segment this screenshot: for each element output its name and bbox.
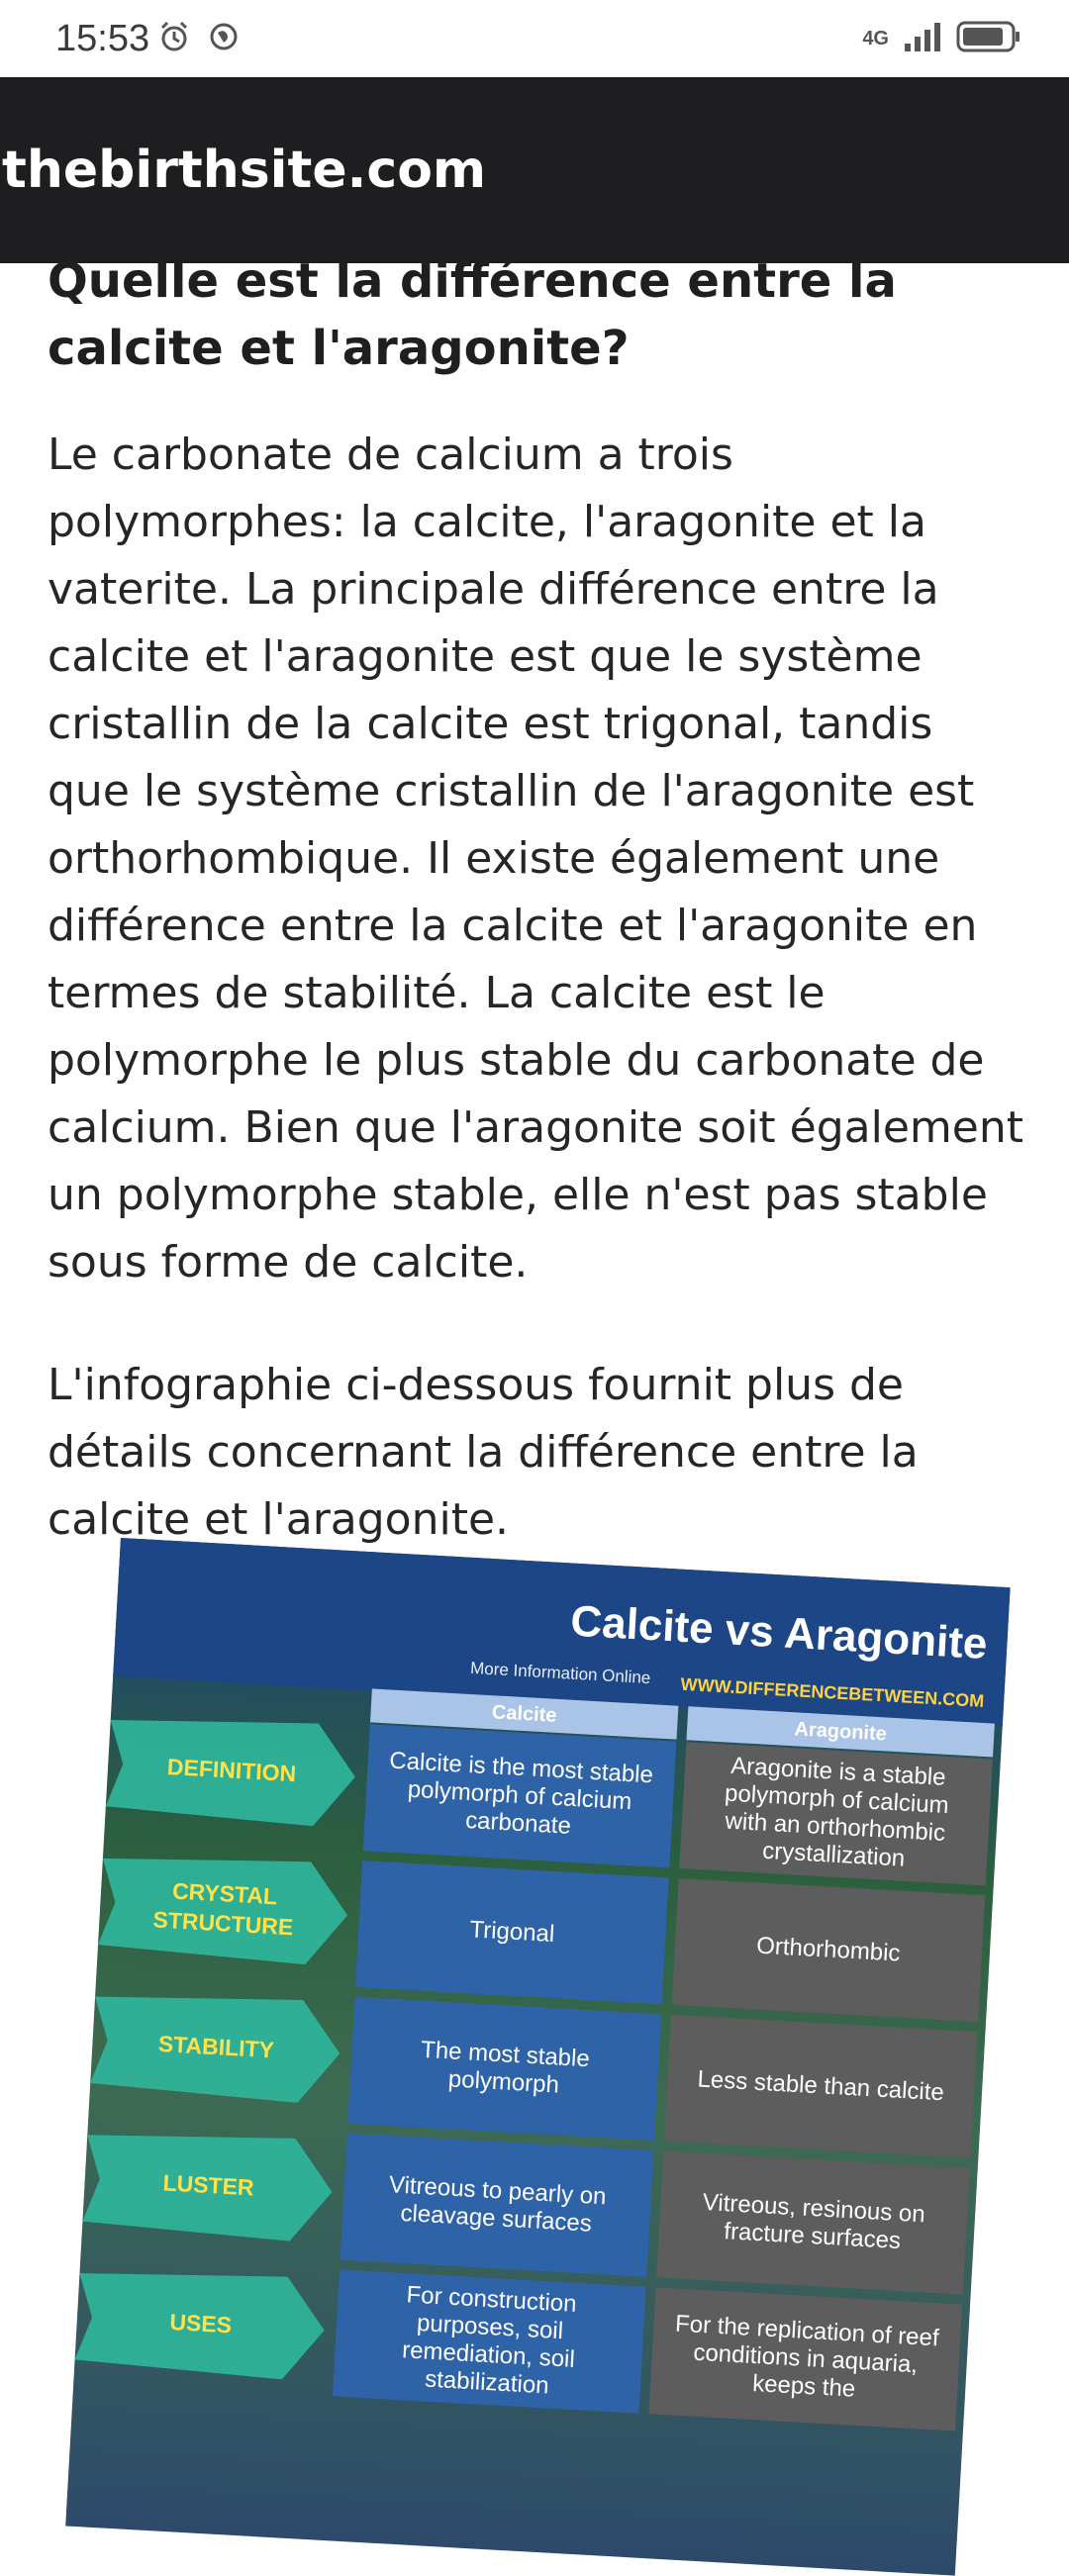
column-header-aragonite: Aragonite [686,1706,994,1757]
status-right [862,20,1021,57]
article [48,247,1027,1554]
row-label [105,1712,357,1829]
row-label-text: CRYSTAL STRUCTURE [151,1877,294,1941]
infographic [65,1538,1010,2576]
row-label-text: STABILITY [157,2030,275,2063]
network-label: 4G [862,28,889,49]
infographic-image[interactable] [49,1524,1029,2403]
aragonite-cell: For the replication of reef conditions in aquaria, keeps the [648,2287,962,2431]
row-label-text: DEFINITION [166,1754,297,1787]
aragonite-cell: Aragonite is a stable polymorph of calcium with an orthorhombic crystallization [679,1742,993,1885]
signal-icon [903,20,942,57]
calcite-cell: Calcite is the most stable polymorph of calcium carbonate [363,1724,677,1867]
row-label-text: LUSTER [161,2169,255,2201]
infographic-title: Calcite vs Aragonite [569,1596,989,1669]
row-label [98,1851,350,1967]
aragonite-cell: Less stable than calcite [664,2015,978,2158]
article-paragraph: L'infographie ci-dessous fournit plus de détails concernant la différence entre la calcite et l'aragonite. [48,1360,919,1545]
browser-icon [207,20,241,57]
aragonite-cell: Orthorhombic [672,1878,986,2022]
row-label-text: USES [168,2309,233,2338]
row-label [82,2127,335,2243]
row-label [74,2265,327,2382]
calcite-cell: Trigonal [355,1860,669,2004]
calcite-cell: For construction purposes, soil remediation, soil stabilization [333,2269,646,2413]
infographic-website: WWW.DIFFERENCEBETWEEN.COM [680,1673,985,1711]
infographic-more-info: More Information Online [469,1658,651,1688]
article-heading: Quelle est la différence entre la calcite et l'aragonite? [48,253,897,376]
status-bar [0,0,1069,77]
row-label [90,1988,342,2105]
alarm-icon [157,20,191,57]
calcite-cell: The most stable polymorph [347,1997,661,2141]
battery-icon [956,20,1021,57]
status-time: 15:53 [55,17,150,59]
site-title-link[interactable]: thebirthsite.com [2,141,487,200]
status-left-icons [157,20,241,57]
column-header-calcite: Calcite [370,1688,678,1739]
article-paragraph: Le carbonate de calcium a trois polymorphes: la calcite, l'aragonite et la vaterite. La principale différence entre la calcite et l'aragonite est que le système cristallin de la calcite est trigonal, tandis que le système cristallin de l'aragonite est orthorhombique. Il existe également une différence entre la calcite et l'aragonite en termes de stabilité. La calcite est le polymorphe le plus stable du carbonate de calcium. Bien que l'aragonite soit également un polymorphe stable, elle n'est pas stable sous forme de calcite. [48,429,1023,1288]
infographic-banner [113,1538,1010,1726]
site-header [0,77,1069,263]
calcite-cell: Vitreous to pearly on cleavage surfaces [340,2134,654,2277]
aragonite-cell: Vitreous, resinous on fracture surfaces [656,2151,970,2295]
